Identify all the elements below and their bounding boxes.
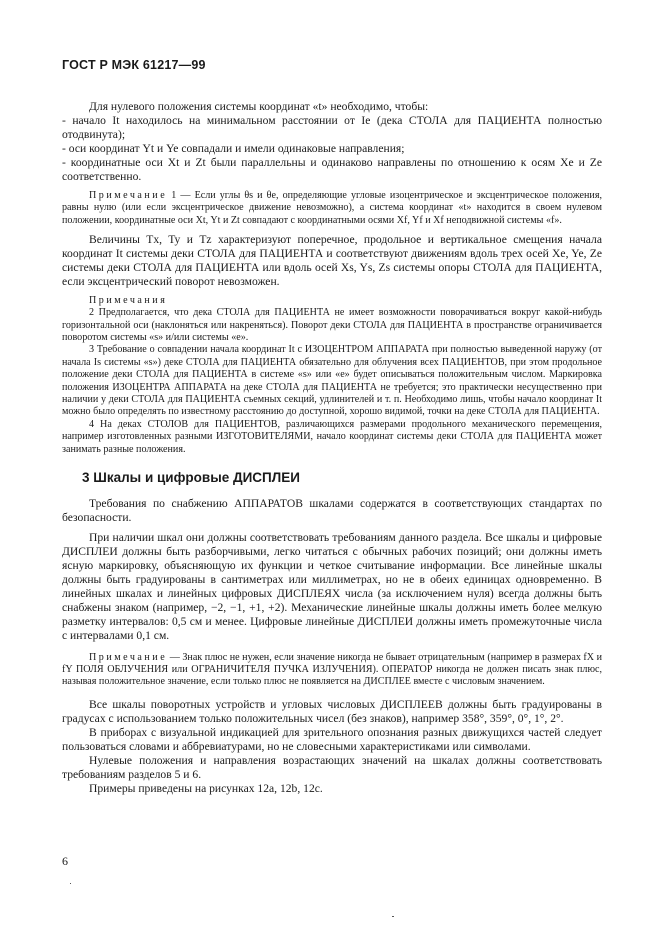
- intro-item-3: - координатные оси Xt и Zt были параллельны и одинаково направлены по отношению к осям Xe и Ze соответственно.: [62, 155, 602, 183]
- note-2: 2 Предполагается, что дека СТОЛА для ПАЦИЕНТА не имеет возможности поворачиваться вокруг какой-нибудь горизонтальной оси (наклоняться или накреняться). Поворот деки СТОЛА для ПАЦИЕНТА в пространстве ограничивается поворотом системы «s» и/или системы «e».: [62, 307, 602, 343]
- note-1-text: 1 — Если углы θs и θe, определяющие угловые изоцентрическое и эксцентрическое положения, равны нулю (или если эксцентрическое движение невозможно), а система координат «t» находится в своем нулевом положении, координатные оси Xt, Yt и Zt совпадают с координатными осями Xf, Yf и Xf неподвижной системы «f».: [62, 189, 602, 226]
- document-header: ГОСТ Р МЭК 61217—99: [62, 58, 206, 72]
- section-3-note: [62, 652, 602, 689]
- scan-speck: [392, 916, 394, 917]
- page-body: [62, 100, 602, 795]
- section-3-paragraph-2: При наличии шкал они должны соответствовать требованиям данного раздела. Все шкалы и цифровые ДИСПЛЕИ должны быть разборчивыми, легко читаться с обычных рабочих позиций; они должны иметь ясную маркировку, объясняющую их функции и четкое считывание информации. Все линейные шкалы должны быть градуированы в сантиметрах или миллиметрах, но не в обеих единицах одновременно. В линейных шкалах и линейных цифровых ДИСПЛЕЯХ числа (за исключением нуля) всегда должны быть снабжены знаком (например, −2, −1, +1, +2). Механические линейные шкалы должны иметь более мелкую разметку интервалов: 0,5 см и менее. Цифровые линейные ДИСПЛЕИ должны иметь промежуточные числа с интервалами 0,1 см.: [62, 530, 602, 642]
- note-1: [62, 190, 602, 227]
- paragraph-translations: Величины Tx, Ty и Tz характеризуют поперечное, продольное и вертикальное смещения начала координат It системы деки СТОЛА для ПАЦИЕНТА и соответствуют движениям вдоль трех осей Xe, Ye, Ze системы деки СТОЛА для ПАЦИЕНТА или вдоль осей Xs, Ys, Zs системы опоры СТОЛА для ПАЦИЕНТА, если эксцентрический поворот невозможен.: [62, 232, 602, 288]
- page-number: 6: [62, 854, 68, 868]
- intro-lead: Для нулевого положения системы координат «t» необходимо, чтобы:: [89, 100, 429, 113]
- scan-speck: [70, 883, 71, 884]
- note-4: 4 На деках СТОЛОВ для ПАЦИЕНТОВ, различающихся размерами продольного механического перемещения, например изготовленных разными ИЗГОТОВИТЕЛЯМИ, начало координат системы деки СТОЛА для ПАЦИЕНТА может занимать разные положения.: [62, 418, 602, 455]
- section-3-heading: 3 Шкалы и цифровые ДИСПЛЕИ: [82, 470, 300, 486]
- section-3-note-text: — Знак плюс не нужен, если значение никогда не бывает отрицательным (например в размерах fX и fY ПОЛЯ ОБЛУЧЕНИЯ или ОГРАНИЧИТЕЛЯ ПУЧКА ИЗЛУЧЕНИЯ). ОПЕРАТОР никогда не должен писать знак плюс, называя положительное значение, если только плюс не появляется на ДИСПЛЕЕ вместе с числовым значением.: [62, 651, 602, 688]
- note-1-label: Примечание: [89, 189, 168, 201]
- section-3-note-label: Примечание: [89, 651, 168, 663]
- notes-heading: Примечания: [89, 294, 168, 306]
- section-3-paragraph-1: Требования по снабжению АППАРАТОВ шкалами содержатся в соответствующих стандартах по безопасности.: [62, 497, 602, 524]
- section-3-paragraph-6: Примеры приведены на рисунках 12a, 12b, 12c.: [89, 781, 323, 795]
- intro-item-1: - начало It находилось на минимальном расстоянии от Ie (дека СТОЛА для ПАЦИЕНТА полностью отодвинута);: [62, 113, 602, 141]
- section-3-paragraph-4: В приборах с визуальной индикацией для зрительного опознания разных движущихся частей следует пользоваться словами и аббревиатурами, но не словесными характеристиками или символами.: [62, 725, 602, 753]
- note-3: 3 Требование о совпадении начала координат It с ИЗОЦЕНТРОМ АППАРАТА при полностью выведенной наружу (от начала Is системы «s») деке СТОЛА для ПАЦИЕНТА обязательно для облучения всех ПАЦИЕНТОВ, при этом продольное положение деки СТОЛА для ПАЦИЕНТА в системе «s» или «e» будет описываться положительным числом. Маркировка положения ИЗОЦЕНТРА АППАРАТА на деке СТОЛА для ПАЦИЕНТА не требуется; это практически несущественно при наличии у деки СТОЛА для ПАЦИЕНТА съемных секций, удлинителей и т. п. Необходимо лишь, чтобы начало координат It можно было определять по известному расстоянию до доступной, хорошо видимой, точки на деке СТОЛА для ПАЦИЕНТА.: [62, 344, 602, 418]
- intro-item-2: - оси координат Yt и Ye совпадали и имели одинаковые направления;: [62, 141, 405, 155]
- section-3-paragraph-3: Все шкалы поворотных устройств и угловых числовых ДИСПЛЕЕВ должны быть градуированы в градусах с использованием только положительных чисел (без знаков), например 358°, 359°, 0°, 1°, 2°.: [62, 697, 602, 725]
- section-3-paragraph-5: Нулевые положения и направления возрастающих значений на шкалах должны соответствовать требованиям разделов 5 и 6.: [62, 753, 602, 781]
